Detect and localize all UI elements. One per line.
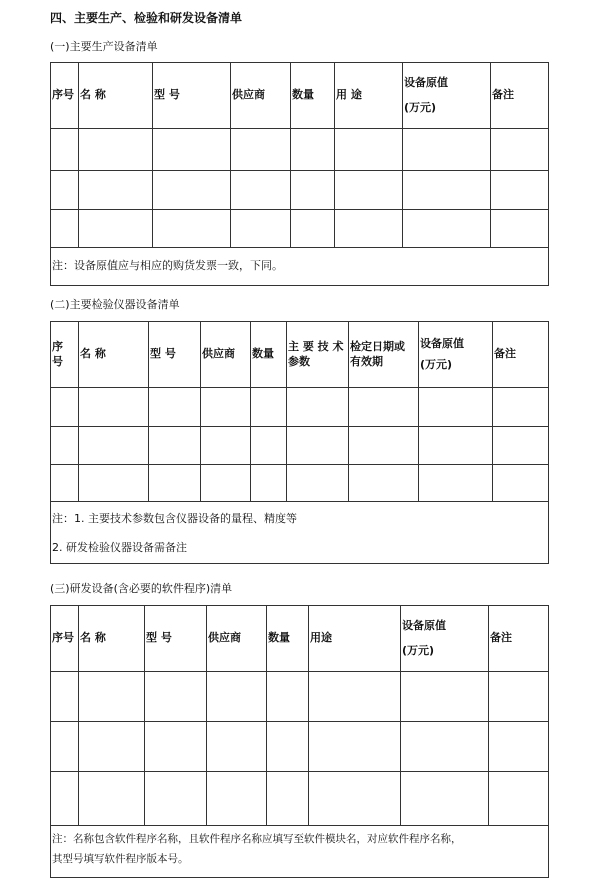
production-equipment-subtitle: (一)主要生产设备清单: [50, 40, 158, 53]
table-cell[interactable]: [79, 722, 145, 772]
header-original-value: [419, 322, 493, 388]
table-cell[interactable]: [419, 465, 493, 502]
table-cell[interactable]: [231, 129, 291, 171]
production-equipment-table: [50, 62, 549, 286]
table-cell[interactable]: [491, 210, 549, 248]
table-cell[interactable]: [51, 388, 79, 427]
table-cell[interactable]: [79, 427, 149, 465]
header-original-value-line2: (万元): [420, 357, 453, 371]
table-row: [51, 772, 549, 826]
header-technical-params-line1: 主 要 技 术: [288, 339, 344, 353]
table-note-row: [51, 826, 549, 878]
table-cell[interactable]: [79, 465, 149, 502]
table-row: [51, 427, 549, 465]
header-original-value-line1: 设备原值: [420, 336, 464, 350]
header-check-date: [349, 322, 419, 388]
table-cell[interactable]: [51, 465, 79, 502]
table-cell[interactable]: [419, 388, 493, 427]
table-cell[interactable]: [287, 427, 349, 465]
table-cell[interactable]: [145, 772, 207, 826]
header-original-value: [403, 63, 491, 129]
header-technical-params-line2: 参数: [288, 354, 310, 368]
header-supplier: 供应商: [207, 606, 267, 672]
table-cell[interactable]: [251, 427, 287, 465]
header-check-date-line2: 有效期: [350, 354, 383, 368]
table-cell[interactable]: [251, 388, 287, 427]
table-cell[interactable]: [491, 129, 549, 171]
header-technical-params: [287, 322, 349, 388]
table-cell[interactable]: [309, 772, 401, 826]
table-header-row: [51, 606, 549, 672]
table-cell[interactable]: [207, 772, 267, 826]
table-cell[interactable]: [201, 427, 251, 465]
section-title: 四、主要生产、检验和研发设备清单: [50, 11, 243, 25]
table-cell[interactable]: [493, 465, 549, 502]
table-cell[interactable]: [79, 672, 145, 722]
table-note-line1: 注：名称包含软件程序名称，且软件程序名称应填写至软件模块名，对应软件程序名称，: [52, 833, 462, 845]
header-no: 序号: [51, 606, 79, 672]
table-cell[interactable]: [149, 427, 201, 465]
table-cell[interactable]: [153, 171, 231, 210]
rd-equipment-table: [50, 605, 549, 878]
table-cell[interactable]: [79, 210, 153, 248]
table-cell[interactable]: [201, 465, 251, 502]
table-cell[interactable]: [489, 722, 549, 772]
table-cell[interactable]: [251, 465, 287, 502]
table-cell[interactable]: [287, 388, 349, 427]
table-cell[interactable]: [335, 171, 403, 210]
table-cell[interactable]: [207, 672, 267, 722]
table-row: [51, 129, 549, 171]
table-cell[interactable]: [51, 210, 79, 248]
header-no: 序号: [51, 63, 79, 129]
header-no-line2: 号: [52, 354, 63, 368]
table-note: 注：设备原值应与相应的购货发票一致，下同。: [51, 248, 549, 286]
table-cell[interactable]: [79, 388, 149, 427]
table-cell[interactable]: [267, 722, 309, 772]
table-cell[interactable]: [401, 672, 489, 722]
table-note-line2: 其型号填写软件程序版本号。: [52, 853, 189, 866]
header-usage: 用途: [309, 606, 401, 672]
table-cell[interactable]: [491, 171, 549, 210]
table-cell[interactable]: [349, 427, 419, 465]
header-supplier: 供应商: [231, 63, 291, 129]
header-original-value-line2: (万元): [404, 100, 437, 114]
header-name: 名 称: [79, 63, 153, 129]
header-model: 型 号: [153, 63, 231, 129]
header-remark: 备注: [491, 63, 549, 129]
table-cell[interactable]: [401, 772, 489, 826]
inspection-equipment-table: [50, 321, 549, 564]
table-cell[interactable]: [291, 210, 335, 248]
table-cell[interactable]: [153, 129, 231, 171]
table-cell[interactable]: [419, 427, 493, 465]
rd-equipment-subtitle: (三)研发设备(含必要的软件程序)清单: [50, 582, 233, 595]
table-cell[interactable]: [79, 171, 153, 210]
table-cell[interactable]: [231, 210, 291, 248]
table-cell[interactable]: [51, 129, 79, 171]
table-cell[interactable]: [149, 388, 201, 427]
table-cell[interactable]: [153, 210, 231, 248]
table-cell[interactable]: [349, 465, 419, 502]
table-note-line1: 注：1. 主要技术参数包含仪器设备的量程、精度等: [52, 512, 297, 525]
table-row: [51, 388, 549, 427]
header-model: 型 号: [149, 322, 201, 388]
table-header-row: [51, 63, 549, 129]
table-note-row: [51, 248, 549, 286]
table-cell[interactable]: [149, 465, 201, 502]
table-note-row: [51, 502, 549, 564]
table-cell[interactable]: [291, 129, 335, 171]
table-cell[interactable]: [403, 171, 491, 210]
table-cell[interactable]: [145, 672, 207, 722]
table-cell[interactable]: [79, 129, 153, 171]
header-original-value-line1: 设备原值: [404, 75, 448, 89]
table-note: [51, 826, 549, 878]
table-cell[interactable]: [493, 427, 549, 465]
header-no-line1: 序: [52, 339, 63, 353]
table-cell[interactable]: [349, 388, 419, 427]
table-cell[interactable]: [335, 129, 403, 171]
table-cell[interactable]: [267, 772, 309, 826]
table-note-line2: 2. 研发检验仪器设备需备注: [52, 540, 187, 554]
table-cell[interactable]: [489, 772, 549, 826]
header-original-value-line1: 设备原值: [402, 618, 446, 632]
table-cell[interactable]: [287, 465, 349, 502]
table-row: [51, 672, 549, 722]
table-cell[interactable]: [51, 672, 79, 722]
table-row: [51, 210, 549, 248]
table-cell[interactable]: [201, 388, 251, 427]
header-quantity: 数量: [267, 606, 309, 672]
header-usage: 用 途: [335, 63, 403, 129]
inspection-equipment-subtitle: (二)主要检验仪器设备清单: [50, 298, 180, 311]
table-cell[interactable]: [403, 210, 491, 248]
table-row: [51, 722, 549, 772]
header-name: 名 称: [79, 606, 145, 672]
table-row: [51, 171, 549, 210]
header-remark: 备注: [493, 322, 549, 388]
table-cell[interactable]: [51, 427, 79, 465]
header-remark: 备注: [489, 606, 549, 672]
table-cell[interactable]: [79, 772, 145, 826]
header-name: 名 称: [79, 322, 149, 388]
table-cell[interactable]: [335, 210, 403, 248]
header-no: [51, 322, 79, 388]
table-cell[interactable]: [51, 171, 79, 210]
table-cell[interactable]: [493, 388, 549, 427]
table-cell[interactable]: [267, 672, 309, 722]
header-supplier: 供应商: [201, 322, 251, 388]
table-cell[interactable]: [291, 171, 335, 210]
table-cell[interactable]: [207, 722, 267, 772]
header-check-date-line1: 检定日期或: [350, 339, 405, 353]
header-quantity: 数量: [291, 63, 335, 129]
table-cell[interactable]: [401, 722, 489, 772]
header-original-value: [401, 606, 489, 672]
table-cell[interactable]: [489, 672, 549, 722]
header-quantity: 数量: [251, 322, 287, 388]
table-cell[interactable]: [51, 722, 79, 772]
header-model: 型 号: [145, 606, 207, 672]
table-header-row: [51, 322, 549, 388]
table-row: [51, 465, 549, 502]
table-cell[interactable]: [309, 672, 401, 722]
table-note: [51, 502, 549, 564]
table-cell[interactable]: [51, 772, 79, 826]
table-cell[interactable]: [145, 722, 207, 772]
table-cell[interactable]: [231, 171, 291, 210]
table-cell[interactable]: [309, 722, 401, 772]
table-cell[interactable]: [403, 129, 491, 171]
header-original-value-line2: (万元): [402, 643, 435, 657]
